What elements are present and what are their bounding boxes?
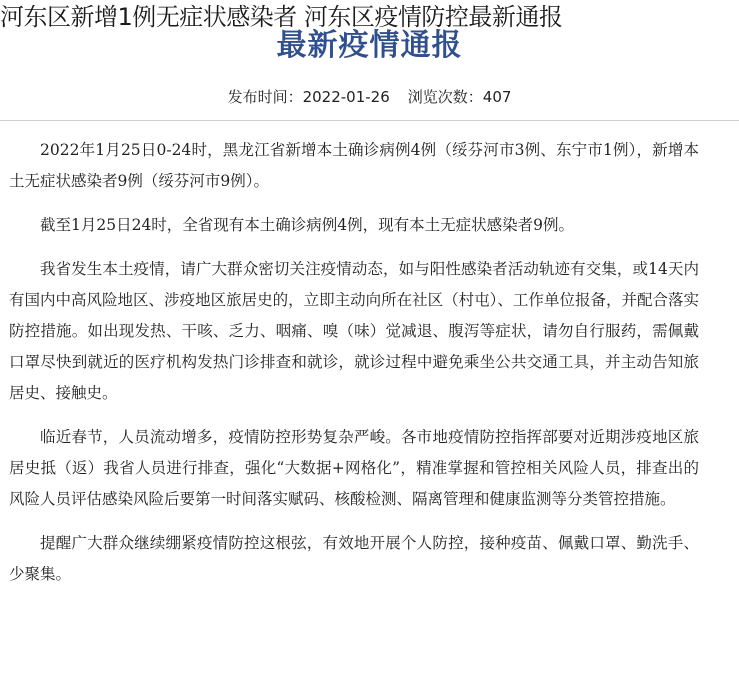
article-body xyxy=(9,135,699,603)
article-paragraph: 临近春节，人员流动增多，疫情防控形势复杂严峻。各市地疫情防控指挥部要对近期涉疫地区旅居史抵（返）我省人员进行排查，强化“大数据+网格化”，精准掌握和管控相关风险人员，排查出的风险人员评估感染风险后要第一时间落实赋码、核酸检测、隔离管理和健康监测等分类管控措施。 xyxy=(9,428,699,508)
views-label: 浏览次数： xyxy=(407,88,483,106)
article-paragraph: 提醒广大群众继续绷紧疫情防控这根弦，有效地开展个人防控，接种疫苗、佩戴口罩、勤洗手、少聚集。 xyxy=(9,534,699,583)
publish-date: 2022-01-26 xyxy=(302,88,390,106)
article-paragraph: 截至1月25日24时，全省现有本土确诊病例4例，现有本土无症状感染者9例。 xyxy=(40,216,575,234)
article-paragraph: 我省发生本土疫情，请广大群众密切关注疫情动态，如与阳性感染者活动轨迹有交集，或14天内有国内中高风险地区、涉疫地区旅居史的，立即主动向所在社区（村屯）、工作单位报备，并配合落实防控措施。如出现发热、干咳、乏力、咽痛、嗅（味）觉减退、腹泻等症状，请勿自行服药，需佩戴口罩尽快到就近的医疗机构发热门诊排查和就诊，就诊过程中避免乘坐公共交通工具，并主动告知旅居史、接触史。 xyxy=(9,260,699,402)
banner-title: 最新疫情通报 xyxy=(276,28,463,63)
header-divider xyxy=(0,120,739,121)
article-paragraph: 2022年1月25日0-24时，黑龙江省新增本土确诊病例4例（绥芬河市3例、东宁市1例），新增本土无症状感染者9例（绥芬河市9例）。 xyxy=(9,141,699,190)
views-count: 407 xyxy=(482,88,512,106)
page-heading: 河东区新增1例无症状感染者 河东区疫情防控最新通报 xyxy=(0,3,563,31)
article-meta xyxy=(0,86,739,108)
publish-label: 发布时间： xyxy=(227,88,303,106)
